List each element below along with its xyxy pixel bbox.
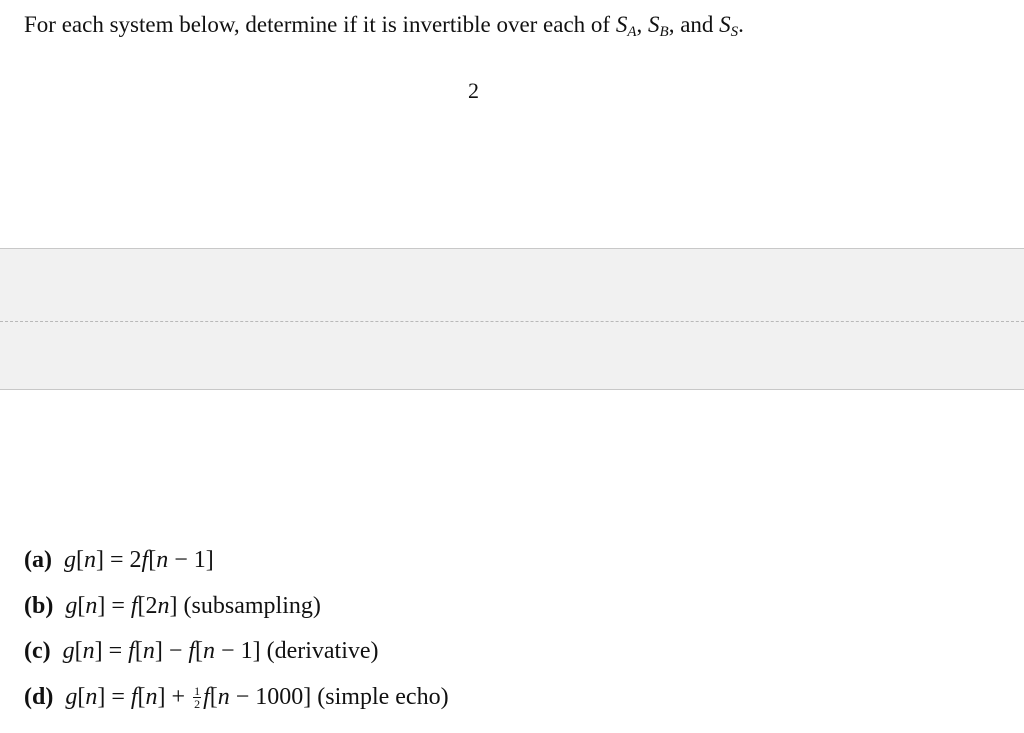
page-break — [0, 248, 1024, 390]
one-half-fraction: $\frac{1}{2}$ — [194, 684, 201, 712]
statement-text: For each system below, determine if it is invertible over each of — [24, 12, 616, 37]
item-equation: g[n] = f[2n] (subsampling) — [65, 592, 321, 619]
item-equation: g[n] = f[n] − f[n − 1] (derivative) — [62, 638, 379, 664]
item-label: (b) — [24, 592, 54, 619]
system-list — [24, 542, 449, 724]
item-label: (c) — [24, 638, 51, 664]
set-s-s: $S_S$ — [719, 12, 739, 40]
system-item-b — [24, 588, 449, 634]
set-s-a: $S_A$ — [615, 12, 637, 40]
problem-statement: For each system below, determine if it is invertible over each of $S_A$, $S_B$, and $S_S$. — [24, 12, 744, 40]
item-label: (a) — [24, 547, 52, 573]
item-equation: g[n] = f[n] + $\frac{1}{2}$ f[n − 1000] (simple echo) — [65, 683, 449, 712]
page-break-dashed-line — [0, 321, 1024, 322]
item-equation: g[n] = 2f[n − 1] — [63, 547, 214, 573]
page-number: 2 — [468, 78, 479, 103]
system-item-a — [24, 542, 449, 588]
item-label: (d) — [24, 683, 54, 710]
system-item-c — [24, 633, 449, 679]
system-item-d — [24, 679, 449, 725]
set-s-b: $S_B$ — [648, 12, 669, 40]
